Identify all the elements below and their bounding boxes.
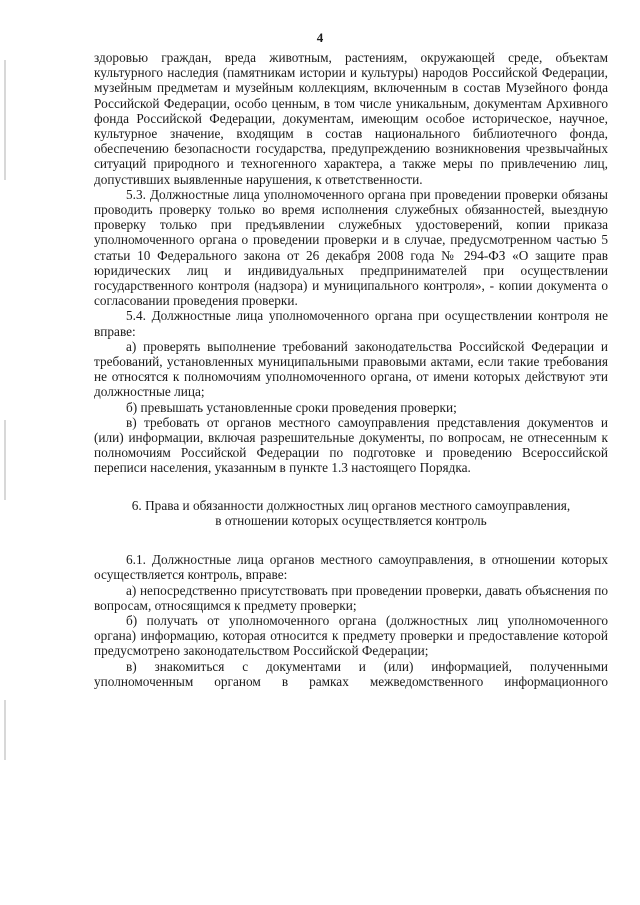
section-heading — [94, 498, 608, 528]
page-number: 4 — [316, 30, 324, 45]
scan-edge-mark — [4, 420, 6, 500]
paragraph-5-4-c: в) требовать от органов местного самоуправления представления документов и (или) информации, включая разрешительные документы, по вопросам, не отнесенным к полномочиям Российской Федерации по подготовке и проведению Всероссийской переписи населения, указанным в пункте 1.3 настоящего Порядка. — [94, 414, 608, 476]
paragraph-6-1-b: б) получать от уполномоченного органа (должностных лиц уполномоченного органа) информацию, которая относится к предмету проверки и предоставление которой предусмотрено законодательством Российской Федерации; — [94, 612, 608, 659]
paragraph-5-4: 5.4. Должностные лица уполномоченного органа при осуществлении контроля не вправе: — [94, 308, 608, 339]
paragraph-continuation: здоровью граждан, вреда животным, растениям, окружающей среде, объектам культурного наследия (памятникам истории и культуры) народов Российской Федерации, музейным предметам и музейным коллекциям, включенным в состав Музейного фонда Российской Федерации, особо ценным, в том числе уникальным, документам Архивного фонда Российской Федерации, документам, имеющим особое историческое, научное, культурное значение, входящим в состав национального библиотечного фонда, обеспечению безопасности государства, предупреждению возникновения чрезвычайных ситуаций природного и техногенного характера, а также меры по привлечению лиц, допустивших выявленные нарушения, к ответственности. — [94, 50, 608, 187]
section-heading-line-1: 6. Права и обязанности должностных лиц органов местного самоуправления, — [131, 497, 571, 513]
paragraph-6-1: 6.1. Должностные лица органов местного самоуправления, в отношении которых осуществляется контроль, вправе: — [94, 552, 608, 583]
paragraph-6-1-a: а) непосредственно присутствовать при проведении проверки, давать объяснения по вопросам, относящимся к предмету проверки; — [94, 582, 608, 613]
paragraph-5-4-b: б) превышать установленные сроки проведения проверки; — [126, 399, 457, 415]
section-heading-line-2: в отношении которых осуществляется контроль — [215, 512, 487, 528]
paragraph-5-4-a: а) проверять выполнение требований законодательства Российской Федерации и требований, установленных муниципальными правовыми актами, если такие требования не относятся к полномочиям уполномоченного органа, от имени которых действуют эти должностные лица; — [94, 338, 608, 400]
paragraph-6-1-c: в) знакомиться с документами и (или) информацией, полученными уполномоченным органом в рамках межведомственного информационного — [94, 658, 608, 689]
paragraph-5-3: 5.3. Должностные лица уполномоченного органа при проведении проверки обязаны проводить проверку только во время исполнения служебных обязанностей, выездную проверку только при предъявлении служебных удостоверений, копии приказа уполномоченного органа о проведении проверки и в случае, предусмотренном частью 5 статьи 10 Федерального закона от 26 декабря 2008 года № 294-ФЗ «О защите прав юридических лиц и индивидуальных предпринимателей при осуществлении государственного контроля (надзора) и муниципального контроля», - копии документа о согласовании проведения проверки. — [94, 186, 608, 309]
scan-edge-mark — [4, 60, 6, 180]
scan-edge-mark — [4, 700, 6, 760]
document-body — [94, 50, 608, 689]
